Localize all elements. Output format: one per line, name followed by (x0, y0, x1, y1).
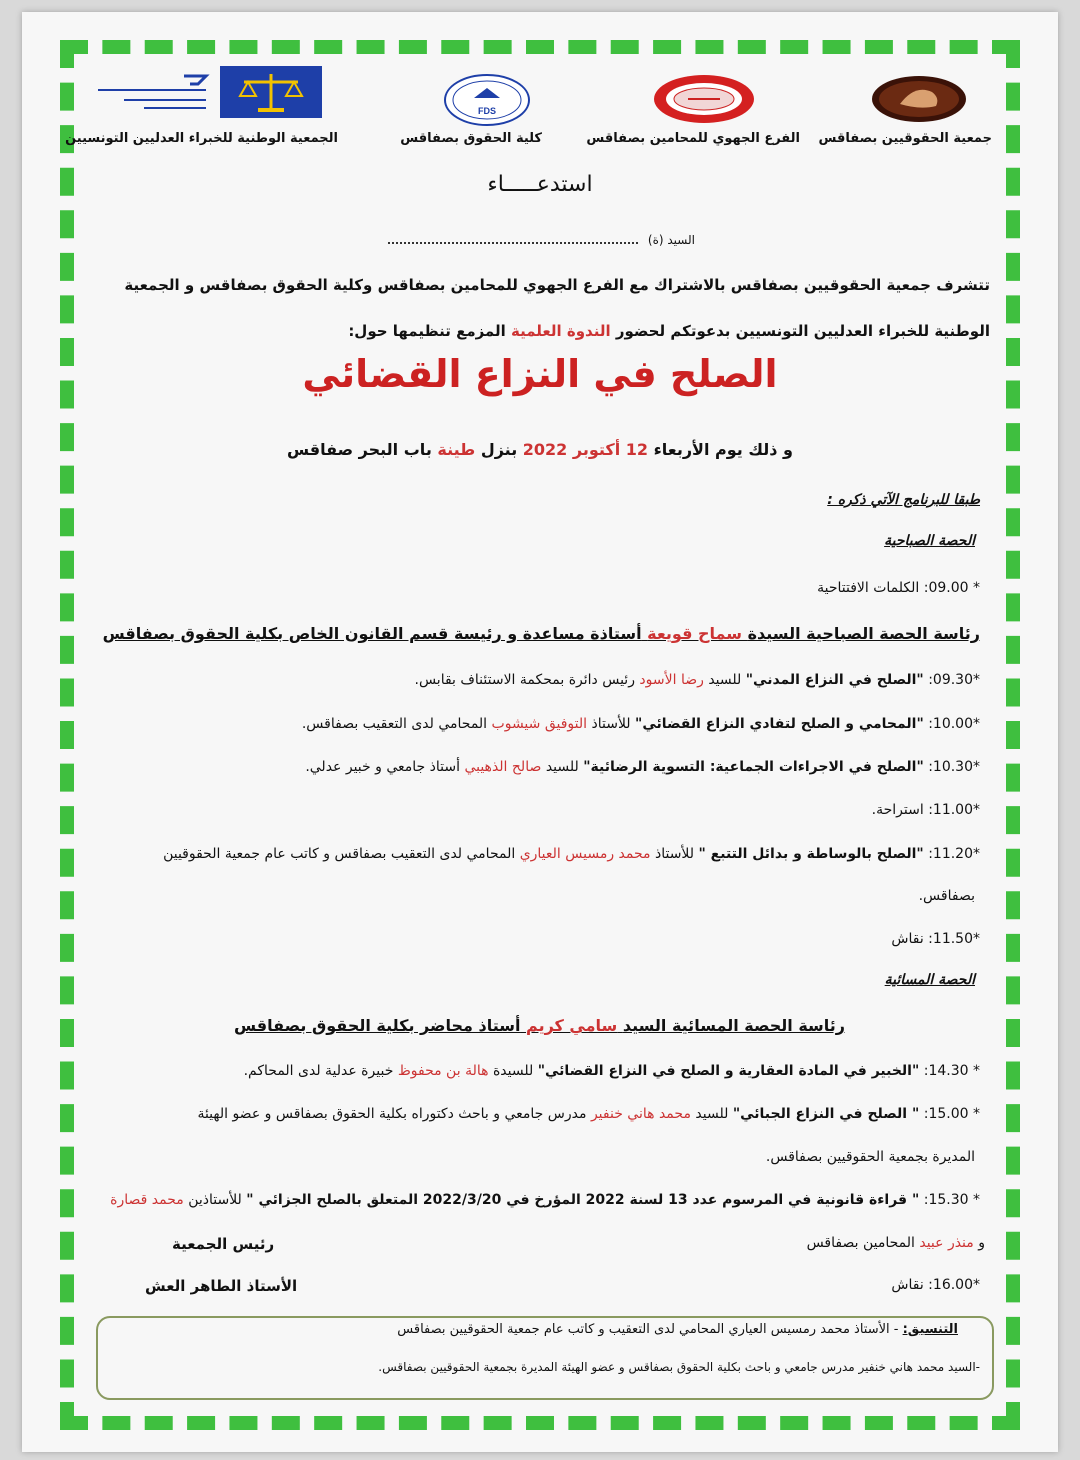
evening-debate: *16.00: نقاش (891, 1277, 980, 1293)
item-desc: المحامي لدى التعقيب بصفاقس و كاتب عام جمعية الحقوقيين (163, 846, 516, 862)
dateline-a: و ذلك يوم الأربعاء (653, 440, 793, 459)
program-item-break (100, 802, 980, 818)
fds-mark-text: FDS (478, 106, 496, 116)
item-time: *10.30: (928, 759, 980, 775)
addressee-dotted-field (388, 232, 638, 244)
intro-paragraph (100, 262, 990, 354)
symposium-label: الندوة العلمية (511, 322, 611, 340)
item-pre: للسيد (708, 672, 742, 688)
item-speaker-2: منذر عبيد (919, 1235, 974, 1251)
item-pre: للأستاذ (591, 716, 631, 732)
item-title: " قراءة قانونية في المرسوم عدد 13 لسنة 2022 المؤرخ في 2022/3/20 المتعلق بالصلح الجزائي " (246, 1192, 920, 1208)
evening-session-heading: الحصة المسائية (884, 972, 975, 988)
item-title: "الصلح بالوساطة و بدائل التتبع " (698, 846, 924, 862)
program-heading: طبقا للبرنامج الآتي ذكره : (827, 492, 980, 508)
item-pre: للسيد (695, 1106, 729, 1122)
logo-huquqiyin (870, 74, 968, 124)
logo-muhamin (652, 74, 756, 124)
program-item-continuation (665, 1235, 985, 1251)
item-pre: للأستاذ (654, 846, 695, 862)
program-item (100, 846, 980, 862)
dateline-c: باب البحر صفاقس (287, 440, 432, 459)
item-time: * 14.30: (923, 1063, 980, 1079)
cont-a: و (978, 1235, 985, 1251)
president-name: الأستاذ الطاهر العش (145, 1277, 298, 1295)
intro-line-2-b: المزمع تنظيمها حول: (348, 322, 506, 340)
item-speaker: رضا الأسود (639, 672, 704, 688)
item-time: *11.00: (928, 802, 980, 818)
morning-chair (100, 624, 980, 643)
item-speaker: صالح الذهيبي (464, 759, 542, 775)
item-time: *11.20: (928, 846, 980, 862)
item-desc: خبيرة عدلية لدى المحاكم. (243, 1063, 394, 1079)
evening-chair (100, 1016, 845, 1035)
program-item (100, 759, 980, 775)
experts-association-emblem-icon (94, 66, 324, 120)
morning-chair-b: أستاذة مساعدة و رئيسة قسم القانون الخاص بكلية الحقوق بصفاقس (102, 624, 642, 643)
program-item (100, 672, 980, 688)
intro-line-2-a: الوطنية للخبراء العدليين التونسيين بدعوتكم لحضور (615, 322, 990, 340)
item-pre: للسيدة (492, 1063, 534, 1079)
item-title: "الصلح في الاجراءات الجماعية: التسوية الرضائية" (583, 759, 924, 775)
item-pre: للسيد (545, 759, 579, 775)
item-desc: رئيس دائرة بمحكمة الاستئناف بقابس. (414, 672, 635, 688)
logo-khubara (94, 66, 324, 120)
item-speaker: محمد هاني خنفير (590, 1106, 691, 1122)
opening-item: * 09.00: الكلمات الافتتاحية (817, 580, 980, 596)
caption-kulliya: كلية الحقوق بصفاقس (400, 131, 542, 146)
huquqiyin-emblem-icon (870, 74, 968, 124)
coordination-text-1: - الأستاذ محمد رمسيس العياري المحامي لدى التعقيب و كاتب عام جمعية الحقوقيين بصفاقس (397, 1322, 899, 1337)
program-item (100, 716, 980, 732)
evening-chair-a: رئاسة الحصة المسائية السيد (622, 1016, 845, 1035)
cont-b: المحامين بصفاقس (806, 1235, 915, 1251)
item-desc: مدرس جامعي و باحث دكتوراه بكلية الحقوق بصفاقس و عضو الهيئة (197, 1106, 587, 1122)
event-date: 12 أكتوبر 2022 (522, 440, 649, 459)
event-title: الصلح في النزاع القضائي (302, 352, 778, 396)
item-title: "الصلح في النزاع المدني" (745, 672, 924, 688)
item-title: " الصلح في النزاع الجبائي" (732, 1106, 920, 1122)
item-desc: استراحة. (871, 802, 924, 818)
item-title: "الخبير في المادة العقارية و الصلح في النزاع القضائي" (537, 1063, 920, 1079)
morning-debate: *11.50: نقاش (891, 931, 980, 947)
event-venue: طينة (437, 440, 476, 459)
addressee-line (388, 232, 695, 247)
evening-chair-b: أستاذ محاضر بكلية الحقوق بصفاقس (234, 1016, 521, 1035)
invitation-heading: استدعـــــاء (487, 172, 593, 197)
dateline-b: بنزل (480, 440, 518, 459)
logo-fds (442, 72, 532, 128)
intro-line-1: تتشرف جمعية الحقوقيين بصفاقس بالاشتراك مع الفرع الجهوي للمحامين بصفاقس وكلية الحقوق بصفاقس و الجمعية (124, 276, 990, 294)
item-time: * 15.00: (923, 1106, 980, 1122)
item-time: *10.00: (928, 716, 980, 732)
coordination-line-1 (397, 1322, 958, 1337)
coordination-line-2: -السيد محمد هاني خنفير مدرس جامعي و باحث بكلية الحقوق بصفاقس و عضو الهيئة المديرة بجمعية الحقوقيين بصفاقس. (378, 1360, 980, 1374)
item-speaker: محمد رمسيس العياري (519, 846, 651, 862)
program-item (100, 1192, 980, 1208)
faculty-emblem-icon (442, 72, 532, 128)
item-speaker: هالة بن محفوظ (397, 1063, 489, 1079)
item-desc: أستاذ جامعي و خبير عدلي. (305, 759, 460, 775)
item-title: "المحامي و الصلح لتفادي النزاع القضائي" (635, 716, 924, 732)
item-time: *09.30: (928, 672, 980, 688)
intro-line-2 (100, 308, 990, 354)
item-time: * 15.30: (923, 1192, 980, 1208)
program-item-continuation: المديرة بجمعية الحقوقيين بصفاقس. (765, 1149, 975, 1165)
item-pre: للأستاذين (188, 1192, 242, 1208)
evening-chair-name: سامي كريم (526, 1016, 618, 1035)
addressee-label: السيد (ة) (647, 233, 695, 247)
program-item-continuation: بصفاقس. (918, 888, 975, 904)
lawyers-branch-emblem-icon (652, 74, 756, 124)
coordination-label: التنسيق: (902, 1322, 958, 1337)
program-item (100, 1063, 980, 1079)
morning-chair-a: رئاسة الحصة الصباحية السيدة (747, 624, 980, 643)
caption-muhamin: الفرع الجهوي للمحامين بصفاقس (586, 131, 800, 146)
item-speaker: التوفيق شيشوب (491, 716, 588, 732)
program-item (100, 1106, 980, 1122)
event-dateline (0, 440, 1080, 459)
item-desc: المحامي لدى التعقيب بصفاقس. (301, 716, 488, 732)
morning-session-heading: الحصة الصباحية (884, 533, 975, 549)
morning-chair-name: سماح قويعة (647, 624, 742, 643)
caption-khubara: الجمعية الوطنية للخبراء العدليين التونسيين (65, 131, 338, 146)
item-speaker: محمد قصارة (110, 1192, 184, 1208)
president-label: رئيس الجمعية (172, 1235, 275, 1253)
caption-huquqiyin: جمعية الحقوقيين بصفاقس (818, 131, 992, 146)
